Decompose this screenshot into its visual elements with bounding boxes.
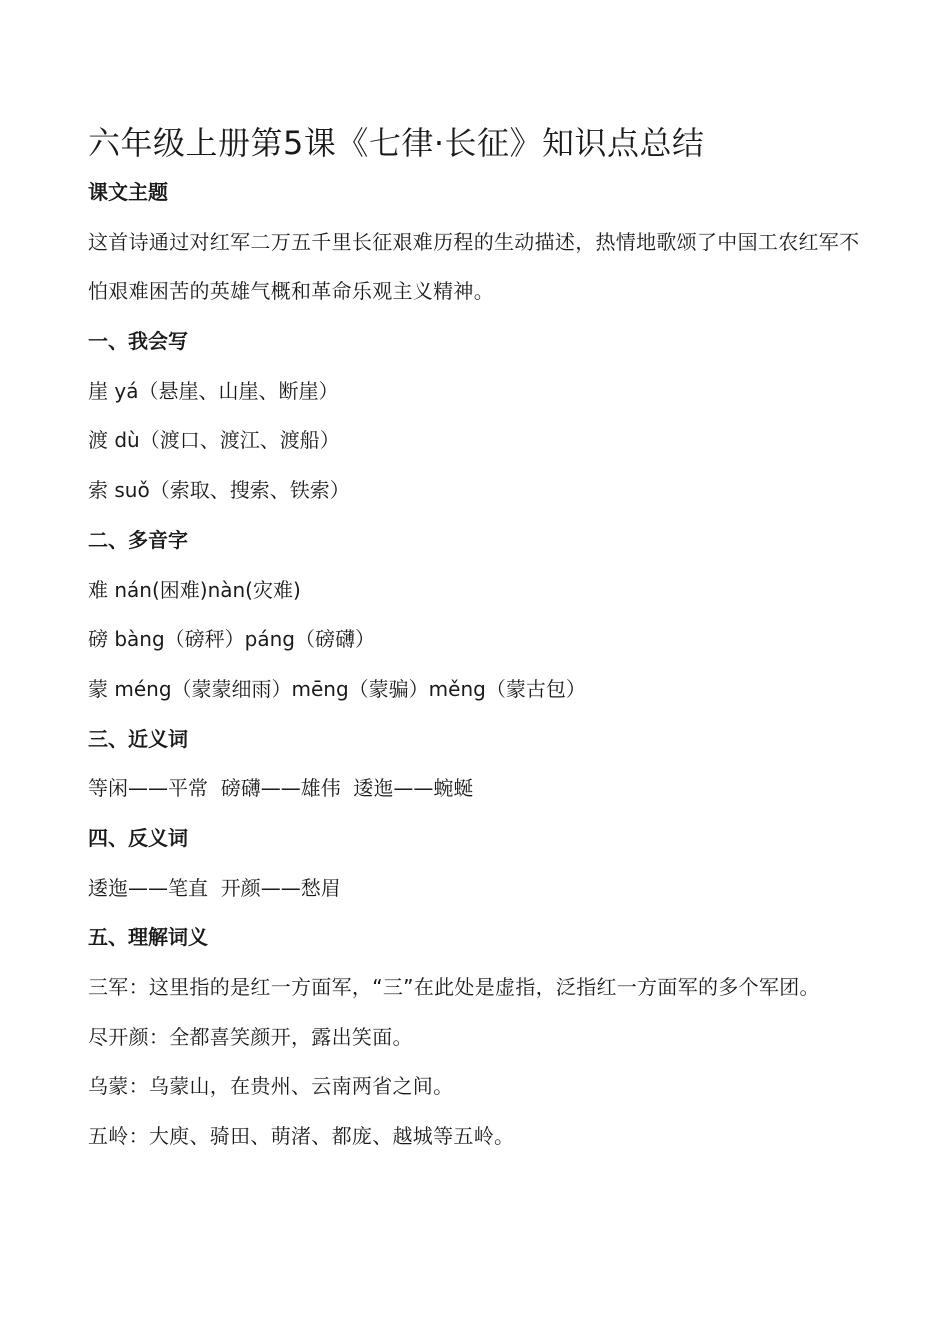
- theme-heading: 课文主题: [88, 180, 168, 204]
- document-page: [88, 118, 868, 1162]
- polyphone-item: 难 nán(困难)nàn(灾难): [88, 577, 301, 602]
- theme-text: 这首诗通过对红军二万五千里长征艰难历程的生动描述，热情地歌颂了中国工农红军不怕艰难困苦的英雄气概和革命乐观主义精神。: [88, 229, 860, 304]
- section-heading-antonyms: 四、反义词: [88, 825, 188, 850]
- document-title: 六年级上册第5课《七律·长征》知识点总结: [88, 124, 705, 162]
- write-item: 索 suǒ（索取、搜索、铁索）: [88, 478, 350, 503]
- section-heading-polyphone: 二、多音字: [88, 527, 188, 552]
- meaning-item: 乌蒙：乌蒙山，在贵州、云南两省之间。: [88, 1074, 454, 1099]
- section-heading-synonyms: 三、近义词: [88, 726, 188, 751]
- write-item: 渡 dù（渡口、渡江、渡船）: [88, 428, 340, 453]
- synonyms-line: 等闲——平常 磅礴——雄伟 逶迤——蜿蜒: [88, 776, 474, 801]
- meaning-item: 五岭：大庾、骑田、萌渚、都庞、越城等五岭。: [88, 1124, 515, 1149]
- section-heading-meanings: 五、理解词义: [88, 925, 208, 950]
- meaning-item: 三军：这里指的是红一方面军，“三”在此处是虚指，泛指红一方面军的多个军团。: [88, 975, 820, 1000]
- polyphone-item: 蒙 méng（蒙蒙细雨）mēng（蒙骗）měng（蒙古包）: [88, 676, 586, 701]
- antonyms-line: 逶迤——笔直 开颜——愁眉: [88, 875, 341, 900]
- meaning-item: 尽开颜：全都喜笑颜开，露出笑面。: [88, 1024, 413, 1049]
- write-item: 崖 yá（悬崖、山崖、断崖）: [88, 378, 339, 403]
- section-heading-write: 一、我会写: [88, 329, 188, 354]
- polyphone-item: 磅 bàng（磅秤）páng（磅礴）: [88, 627, 376, 652]
